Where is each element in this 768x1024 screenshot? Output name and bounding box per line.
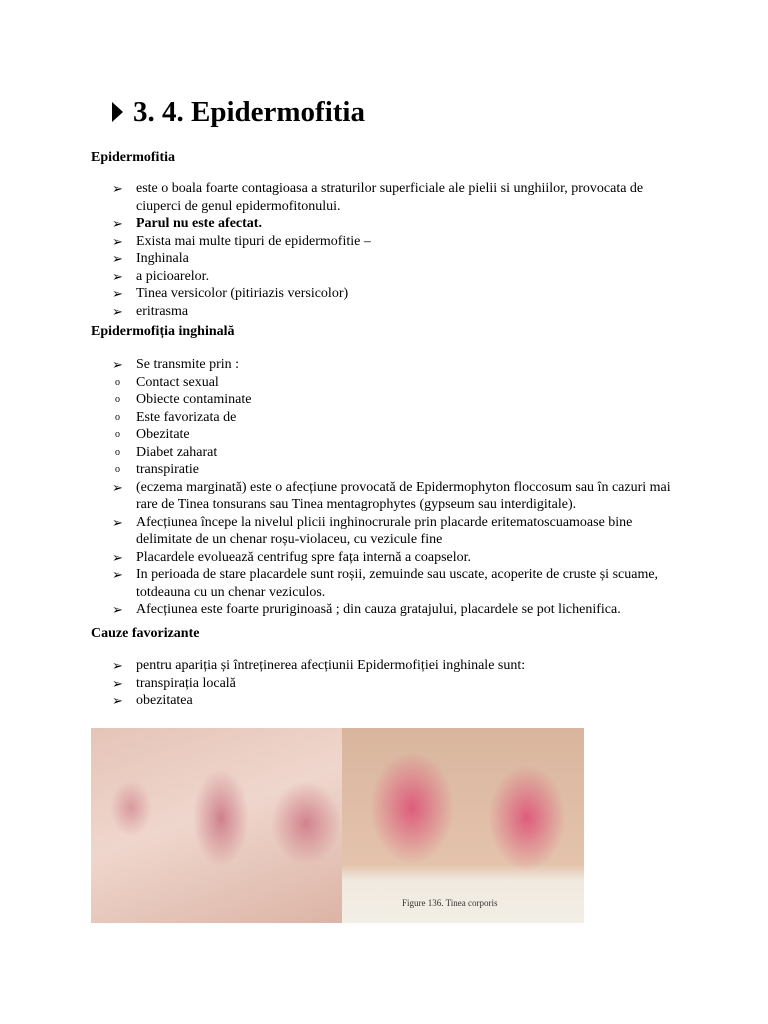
list-item [112,675,672,693]
arrow-bullet-icon: ➢ [112,693,123,708]
arrow-bullet-icon: ➢ [112,268,123,284]
list-item [112,391,687,409]
page-title [112,92,365,132]
section-heading-cauze: Cauze favorizante [91,626,200,641]
circle-bullet-icon: o [115,394,120,405]
arrow-bullet-icon: ➢ [112,602,123,617]
title-text: 3. 4. Epidermofitia [133,96,365,128]
list-item [112,461,687,479]
list-item-text: transpiratie [136,462,199,477]
list-item-text: Tinea versicolor (pitiriazis versicolor) [136,286,349,301]
list-item [112,268,672,286]
list-item [112,250,672,268]
list-item-text: pentru apariția și întreținerea afecțiunii Epidermofiției inghinale sunt: [136,658,526,673]
list-item [112,657,672,675]
section-heading-inghinala: Epidermofiția inghinală [91,324,235,339]
list-item-text: Se transmite prin : [136,357,240,372]
arrow-bullet-icon: ➢ [112,251,123,266]
list-item-text: Obiecte contaminate [136,392,252,407]
arrow-bullet-icon: ➢ [112,514,123,530]
list-item-text: Inghinala [136,251,189,266]
figure-caption: Figure 136. Tinea corporis [402,898,498,908]
list-item [112,233,672,251]
list-item-text: obezitatea [136,693,193,708]
clinical-photo-left [91,728,342,923]
list-item-text: Afecțiunea este foarte pruriginoasă ; din cauza gratajului, placardele se pot lichenifica. [136,602,621,617]
list-item-text: Placardele evoluează centrifug spre fața internă a coapselor. [136,549,472,565]
list-item-text: Diabet zaharat [136,444,218,460]
arrow-bullet-icon: ➢ [112,549,123,565]
section2-list [112,356,687,619]
arrow-bullet-icon: ➢ [112,216,123,231]
list-item-text: (eczema marginată) este o afecțiune provocată de Epidermophyton floccosum sau în cazuri mai rare de Tinea tonsurans sau Tinea mentagrophytes (gypseum sau interdigitale). [136,479,671,512]
circle-bullet-icon: o [115,376,120,388]
list-item [112,601,687,619]
arrow-bullet-icon: ➢ [112,479,123,495]
circle-bullet-icon: o [115,464,120,475]
section3-list [112,657,672,710]
list-item [112,356,687,374]
arrow-bullet-icon: ➢ [112,181,123,196]
list-item-text: Parul nu este afectat. [136,216,262,231]
list-item [112,549,687,567]
list-item [112,426,687,444]
arrow-bullet-icon: ➢ [112,303,123,319]
list-item [112,444,687,462]
list-item-text: Exista mai multe tipuri de epidermofitie – [136,233,371,249]
clinical-photo-right [342,728,584,923]
list-item [112,566,687,601]
triangle-icon [112,102,123,122]
list-item [112,303,672,321]
list-item-text: este o boala foarte contagioasa a straturilor superficiale ale pielii si unghiilor, provocata de ciuperci de genul epidermofitonului. [136,181,644,214]
list-item [112,215,672,233]
circle-bullet-icon: o [115,411,120,423]
arrow-bullet-icon: ➢ [112,675,123,691]
list-item [112,285,672,303]
list-item-text: Este favorizata de [136,409,237,425]
list-item [112,409,687,427]
list-item-text: Obezitate [136,427,190,442]
list-item-text: eritrasma [136,303,189,319]
section-heading-epidermofitia: Epidermofitia [91,150,175,165]
list-item [112,479,687,514]
list-item-text: Contact sexual [136,374,219,390]
list-item-text: In perioada de stare placardele sunt roșii, zemuinde sau uscate, acoperite de cruste și scuame, totdeauna cu un chenar veziculos. [136,567,659,600]
arrow-bullet-icon: ➢ [112,357,123,372]
list-item-text: a picioarelor. [136,268,210,284]
list-item [112,180,672,215]
circle-bullet-icon: o [115,446,120,458]
arrow-bullet-icon: ➢ [112,233,123,249]
list-item [112,374,687,392]
arrow-bullet-icon: ➢ [112,567,123,582]
arrow-bullet-icon: ➢ [112,286,123,301]
arrow-bullet-icon: ➢ [112,658,123,673]
circle-bullet-icon: o [115,429,120,440]
list-item [112,514,687,549]
section1-list [112,180,672,320]
list-item-text: Afecțiunea începe la nivelul plicii inghinocrurale prin placarde eritematoscuamoase bine delimitate de un chenar roșu-violaceu, cu vezicule fine [136,514,633,547]
list-item [112,692,672,710]
list-item-text: transpirația locală [136,675,236,691]
